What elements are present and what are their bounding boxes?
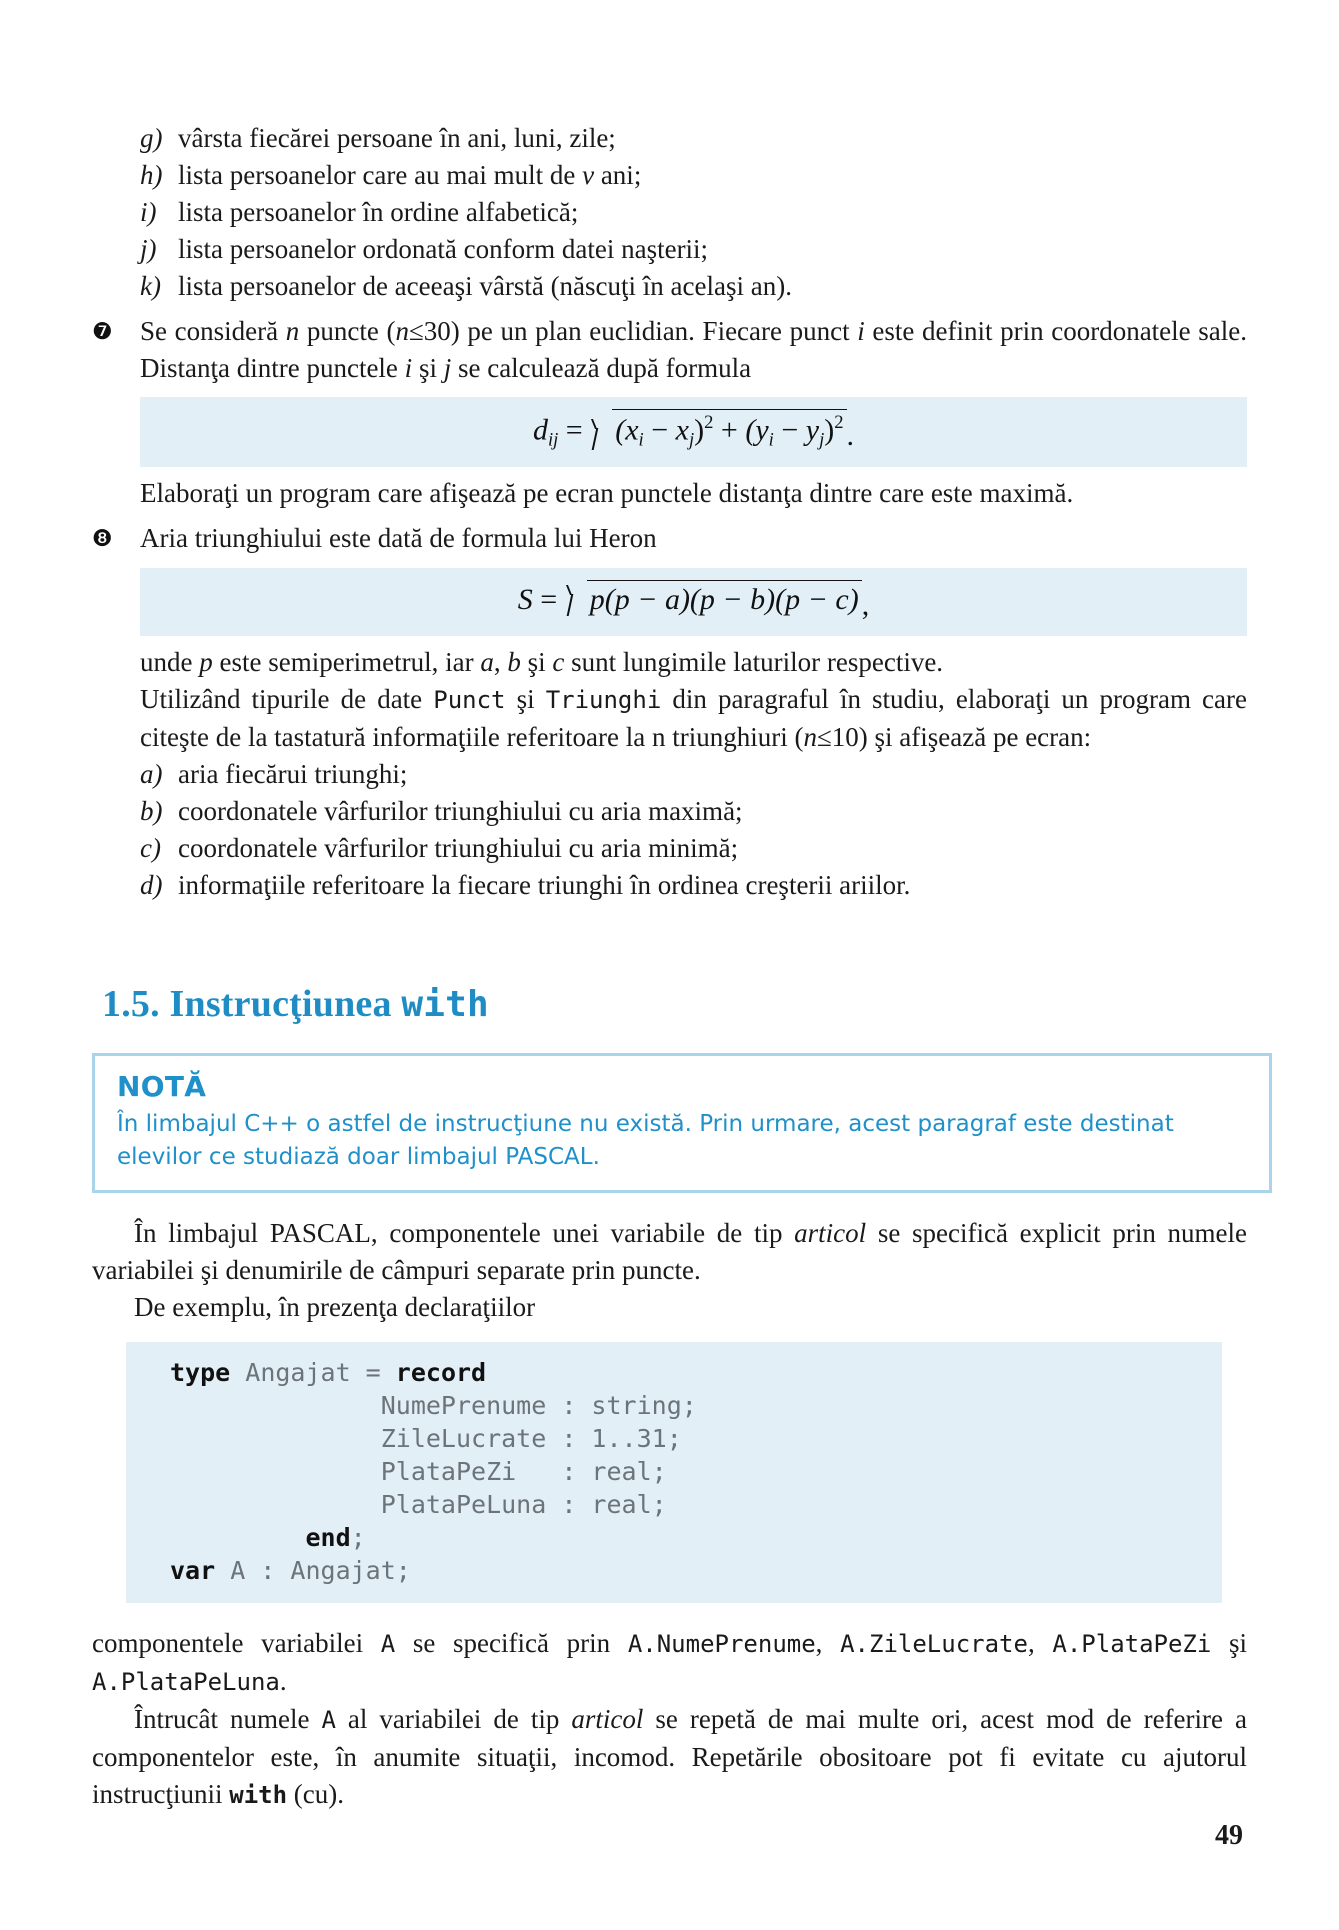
code-line: [126, 1554, 1222, 1587]
problem-8-body: [92, 644, 1247, 756]
list-item-text: coordonatele vârfurilor triunghiului cu aria maximă;: [178, 796, 743, 827]
problem-8-intro: Aria triunghiului este dată de formula lui Heron: [140, 522, 657, 553]
field-ref-numeprenume: A.NumePrenume: [627, 1630, 816, 1659]
list-item-text: lista persoanelor în ordine alfabetică;: [178, 197, 579, 227]
problem-7-after: [92, 475, 1247, 512]
list-item-label: a): [140, 759, 163, 790]
note-text: În limbajul C++ o astfel de instrucţiune nu există. Prin urmare, acest paragraf este destinat elevilor ce studiază doar limbajul PASCAL.: [117, 1111, 1174, 1171]
list-item-text: lista persoanelor care au mai mult de v ani;: [178, 160, 642, 190]
pascal-paragraphs: [92, 1215, 1247, 1326]
list-item: [140, 793, 1247, 830]
code-line: [126, 1488, 1222, 1521]
list-item-text: vârsta fiecărei persoane în ani, luni, zile;: [178, 123, 616, 153]
list-item: [140, 157, 1247, 194]
list-item: [140, 830, 1247, 867]
list-item-label: g): [140, 123, 163, 153]
page-content: [92, 120, 1247, 1814]
section-keyword: with: [401, 984, 489, 1026]
code-text: ZileLucrate : 1..31;: [380, 1424, 682, 1454]
list-item: [140, 120, 1247, 157]
field-ref-platapeluna: A.PlataPeLuna: [92, 1668, 280, 1697]
list-item-label: b): [140, 796, 163, 827]
field-ref-zilelucrate: A.ZileLucrate: [840, 1630, 1028, 1659]
problem-8: [92, 520, 1247, 558]
problem-number-7: ❼: [92, 319, 113, 345]
list-item-text: coordonatele vârfurilor triunghiului cu aria minimă;: [178, 833, 739, 864]
note-box: [92, 1053, 1272, 1193]
type-name-punct: Punct: [433, 686, 506, 715]
list-item-label: k): [140, 271, 161, 301]
formula-distance: $d_{ij} = (x_i - x_j)^2 + (y_i - y_j)^2$ .: [533, 409, 854, 453]
list-item-label: d): [140, 870, 163, 901]
code-text: PlataPeLuna : real;: [380, 1490, 667, 1520]
code-keyword-record: record: [395, 1358, 487, 1388]
code-line: [126, 1422, 1222, 1455]
code-line: [126, 1389, 1222, 1422]
spacer: [92, 644, 140, 645]
note-title: NOTĂ: [117, 1070, 207, 1104]
code-line: [126, 1455, 1222, 1488]
code-block-record: [126, 1342, 1222, 1603]
code-text: ;: [350, 1523, 366, 1553]
code-keyword-type: type: [170, 1358, 231, 1388]
paragraph-components: componentele variabilei A se specifică prin A.NumePrenume, A.ZileLucrate, A.PlataPeZi şi A.PlataPeLuna.: [92, 1628, 1248, 1697]
code-line: [126, 1521, 1222, 1554]
formula-band-distance: [140, 397, 1247, 467]
list-item-label: i): [140, 197, 157, 227]
list-item: [140, 194, 1247, 231]
code-text: A : Angajat;: [215, 1556, 411, 1586]
paragraph-pascal-intro: În limbajul PASCAL, componentele unei variabile de tip articol se specifică explicit prin numele variabilei şi denumirile de câmpuri separate prin puncte.: [92, 1218, 1247, 1286]
list-item-text: informaţiile referitoare la fiecare triunghi în ordinea creşterii ariilor.: [178, 870, 911, 901]
sub-list-g-k: [140, 120, 1247, 305]
formula-heron: S = p(p − a)(p − b)(p − c) ,: [518, 580, 869, 622]
code-text: NumePrenume : string;: [380, 1391, 697, 1421]
page-number: 49: [1215, 1820, 1243, 1851]
list-item-text: lista persoanelor de aceeaşi vârstă (născuţi în acelaşi an).: [178, 271, 792, 301]
code-keyword-var: var: [170, 1556, 216, 1586]
paragraph-example-intro: De exemplu, în prezenţa declaraţiilor: [134, 1292, 536, 1323]
code-text: Angajat =: [230, 1358, 396, 1388]
type-name-triunghi: Triunghi: [545, 686, 662, 715]
problem-8-paragraph: unde p este semiperimetrul, iar a, b şi c sunt lungimile laturilor respective. Utilizând tipurile de date Punct şi Triunghi din paragraful în studiu, elaboraţi un program care citeşte de la tastatură informaţiile referitoare la n triunghiuri (n≤10) şi afişează pe ecran:: [140, 647, 1247, 753]
list-item-label: h): [140, 160, 163, 190]
list-item: [140, 231, 1247, 268]
post-code-paragraphs: [92, 1625, 1247, 1814]
field-ref-platapezi: A.PlataPeZi: [1052, 1630, 1212, 1659]
list-item: [140, 756, 1247, 793]
code-keyword-end: end: [305, 1523, 351, 1553]
code-text: [170, 1523, 305, 1552]
section-number: 1.5.: [102, 983, 170, 1026]
formula-band-heron: [140, 568, 1247, 636]
problem-7-text: Se consideră n puncte (n≤30) pe un plan euclidian. Fiecare punct i este definit prin coordonatele sale. Distanţa dintre punctele i şi j se calculează după formula: [140, 316, 1248, 383]
list-item-label: j): [140, 234, 157, 264]
spacer: [92, 475, 140, 476]
section-heading: [102, 982, 1247, 1027]
list-item-text: lista persoanelor ordonată conform datei naşterii;: [178, 234, 709, 264]
list-item-text: aria fiecărui triunghi;: [178, 759, 408, 790]
list-item-label: c): [140, 833, 161, 864]
code-text: PlataPeZi : real;: [380, 1457, 667, 1487]
keyword-with: with: [229, 1781, 288, 1810]
section-title: Instrucţiunea: [169, 983, 402, 1026]
problem-7: [92, 313, 1247, 387]
problem-7-after-text: Elaboraţi un program care afişează pe ecran punctele distanţa dintre care este maximă.: [140, 477, 1074, 508]
list-item: [140, 268, 1247, 305]
code-line: [126, 1356, 1222, 1389]
sub-list-a-d: [140, 756, 1247, 904]
list-item: [140, 867, 1247, 904]
problem-number-8: ❽: [92, 525, 113, 552]
paragraph-final: Întrucât numele A al variabilei de tip articol se repetă de mai multe ori, acest mod de referire a componentelor este, în anumite situaţii, incomod. Repetările obositoare pot fi evitate cu ajutorul instrucţiunii with (cu).: [92, 1704, 1247, 1810]
